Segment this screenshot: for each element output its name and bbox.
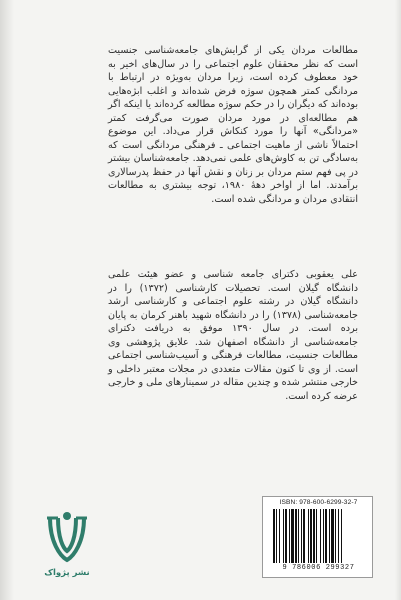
publisher-name: نشر پژواک [44, 568, 90, 578]
isbn-label: ISBN: 978-600-6299-32-7 [279, 499, 358, 506]
book-description [108, 44, 358, 206]
author-bio [108, 268, 358, 403]
cover-edge [395, 0, 401, 600]
barcode [272, 509, 366, 563]
publisher-logo-icon [44, 506, 90, 564]
author-bio-text: علی یعقوبی دکترای جامعه شناسی و عضو هیئت علمی دانشگاه گیلان است. تحصیلات کارشناسی (۱۳۷۲) را در دانشگاه گیلان در رشته علوم اجتماعی و کارشناسی ارشد جامعه‌شناسی (۱۳۷۸) را در دانشگاه شهید باهنر کرمان به پایان برده است. در سال ۱۳۹۰ موفق به دریافت دکترای جامعه‌شناسی از دانشگاه اصفهان شد. علایق پژوهشی وی مطالعات جنسیت، مطالعات فرهنگی و آسیب‌شناسی اجتماعی است. از وی تا کنون مقالات متعددی در مجلات معتبر داخلی و خارجی منتشر شده و چندین مقاله در سمینارهای ملی و خارجی عرضه کرده است. [108, 269, 359, 402]
isbn-digits: 9 786006 299327 [282, 564, 355, 572]
isbn-barcode-box [262, 496, 373, 578]
description-text: مطالعات مردان یکی از گرایش‌های جامعه‌شناسی جنسیت است که نظر محققان علوم اجتماعی را در سال‌های اخیر به خود معطوف کرده است، زیرا مردان به‌ویژه در ارتباط با مردانگی کمتر همچون سوژه فرض شده‌اند و اغلب ابژه‌هایی بوده‌اند که دیگران را در حکم سوژه مطالعه کرده‌اند یا اینکه اگر هم مطالعه‌ای در مورد مردان صورت می‌گرفت کمتر «مردانگی» آنها را مورد کنکاش قرار می‌داد. این موضوع احتمالاً ناشی از ماهیت اجتماعی ـ فرهنگی مردانگی است که به‌سادگی تن به کاوش‌های علمی نمی‌دهد. جامعه‌شناسان بیشتر در پی فهم ستم مردان بر زنان و نقش آنها در حفظ پدرسالاری برآمدند. اما از اواخر دههٔ ۱۹۸۰، توجه بیشتری به مطالعات انتقادی مردان و مردانگی شده است. [108, 45, 358, 205]
spine-shadow [0, 0, 14, 600]
